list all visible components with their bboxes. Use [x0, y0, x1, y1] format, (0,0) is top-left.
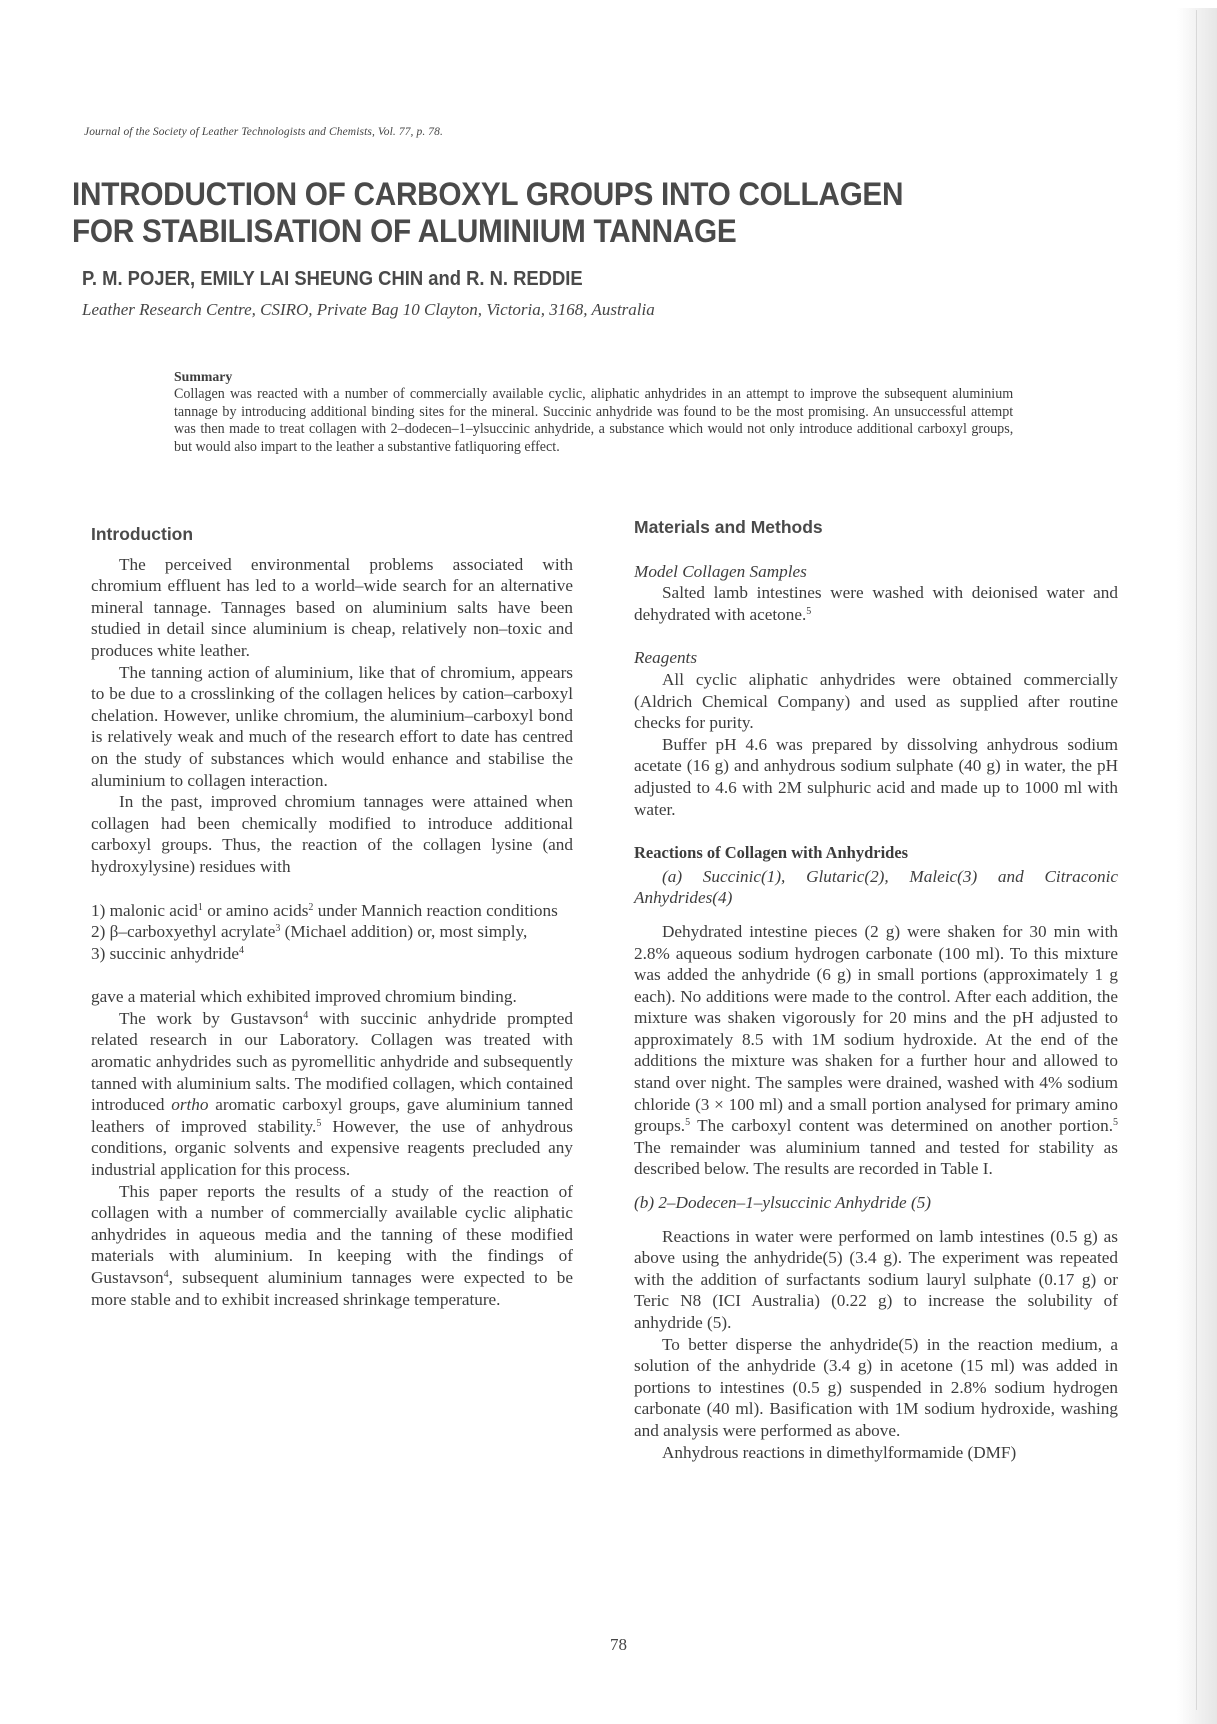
page-number: 78: [610, 1635, 627, 1654]
reagents-paragraph-1: All cyclic aliphatic anhydrides were obtained commercially (Aldrich Chemical Company) and used as supplied after routine checks for purity.: [634, 669, 1118, 733]
summary-heading: Summary: [174, 370, 233, 385]
intro-paragraph-1: The perceived environmental problems associated with chromium effluent has led to a world–wide search for an alternative mineral tannage. Tannages based on aluminium salts have been studied in detail since aluminium is cheap, relatively non–toxic and produces white leather.: [91, 554, 573, 660]
reactions-paragraph-b1: Reactions in water were performed on lamb intestines (0.5 g) as above using the anhydride(5) (3.4 g). The experiment was repeated with the addition of surfactants sodium lauryl sulphate (0.17 g) or Teric N8 (ICI Australia) (0.22 g) to increase the solubility of anhydride (5).: [634, 1226, 1118, 1332]
title-line-2: FOR STABILISATION OF ALUMINIUM TANNAGE: [72, 213, 737, 249]
intro-paragraph-6: This paper reports the results of a study of the reaction of collagen with a number of commercially available cyclic aliphatic anhydrides in aqueous media and the tanning of these modified materials with aluminium. In keeping with the findings of Gustavson$^4$, subsequent aluminium tannages were expected to be more stable and to exhibit increased shrinkage temperature.: [91, 1181, 573, 1309]
reactions-paragraph-b3: Anhydrous reactions in dimethylformamide (DMF): [662, 1442, 1017, 1462]
intro-paragraph-2: The tanning action of aluminium, like that of chromium, appears to be due to a crosslinking of the collagen helices by cation–carboxyl chelation. However, unlike chromium, the aluminium–carboxyl bond is relatively weak and much of the research effort to date has centred on the study of substances which would enhance and stabilise the aluminium to collagen interaction.: [91, 662, 573, 790]
list-item-2: 2) β–carboxyethyl acrylate$^3$ (Michael addition) or, most simply,: [91, 922, 528, 942]
methods-heading: Materials and Methods: [634, 517, 823, 537]
list-item-3: 3) succinic anhydride$^4$: [91, 943, 244, 963]
reagents-subheading: Reagents: [634, 648, 698, 668]
summary-text: Collagen was reacted with a number of commercially available cyclic, aliphatic anhydrides in an attempt to improve the subsequent aluminium tannage by introducing additional binding sites for the mineral. Succinic anhydride was found to be the most promising. An unsuccessful attempt was then made to treat collagen with 2–dodecen–1–ylsuccinic anhydride, a substance which would not only introduce additional carboxyl groups, but would also impart to the leather a substantive fatliquoring effect.: [174, 386, 1014, 455]
left-column: [91, 524, 573, 1310]
title-line-1: INTRODUCTION OF CARBOXYL GROUPS INTO COLLAGEN: [72, 176, 904, 212]
authors: P. M. POJER, EMILY LAI SHEUNG CHIN and R. N. REDDIE: [82, 268, 583, 290]
reactions-subheading-b: (b) 2–Dodecen–1–ylsuccinic Anhydride (5): [634, 1193, 932, 1213]
affiliation: Leather Research Centre, CSIRO, Private Bag 10 Clayton, Victoria, 3168, Australia: [82, 300, 655, 319]
reactions-heading: Reactions of Collagen with Anhydrides: [634, 843, 909, 863]
right-column: [634, 517, 1118, 1463]
reactions-subheading-a: (a) Succinic(1), Glutaric(2), Maleic(3) and Citraconic Anhydrides(4): [634, 866, 1118, 908]
page-edge-shadow: [1177, 8, 1217, 1724]
summary: [174, 369, 1013, 456]
reagents-paragraph-2: Buffer pH 4.6 was prepared by dissolving anhydrous sodium acetate (16 g) and anhydrous sodium sulphate (40 g) in water, the pH adjusted to 4.6 with 2M sulphuric acid and made up to 1000 ml with water.: [634, 734, 1118, 819]
model-collagen-text: Salted lamb intestines were washed with deionised water and dehydrated with acetone.$^5$: [634, 583, 1118, 624]
model-collagen-subheading: Model Collagen Samples: [634, 561, 807, 581]
intro-paragraph-4: gave a material which exhibited improved chromium binding.: [91, 987, 517, 1007]
paper-title: [72, 176, 1002, 250]
reactions-paragraph-b2: To better disperse the anhydride(5) in the reaction medium, a solution of the anhydride (3.4 g) in acetone (15 ml) was added in portions to intestines (0.5 g) suspended in 2.8% sodium hydrogen carbonate (40 ml). Basification with 1M sodium hydroxide, washing and analysis were performed as above.: [634, 1334, 1118, 1440]
reactions-paragraph-a: Dehydrated intestine pieces (2 g) were shaken for 30 min with 2.8% aqueous sodium hydrogen carbonate (100 ml). To this mixture was added the anhydride (6 g) in small portions (approximately 1 g each). No additions were made to the control. After each addition, the mixture was shaken vigorously for 20 mins and the pH adjusted to approximately 8.5 with 1M sodium hydroxide. At the end of the additions the mixture was shaken for a further hour and allowed to stand over night. The samples were drained, washed with 4% sodium chloride (3 × 100 ml) and a small portion analysed for primary amino groups.$^5$ The carboxyl content was determined on another portion.$^5$ The remainder was aluminium tanned and tested for stability as described below. The results are recorded in Table I.: [634, 921, 1118, 1179]
list-item-1: 1) malonic acid$^1$ or amino acids$^2$ under Mannich reaction conditions: [91, 900, 558, 920]
journal-header: Journal of the Society of Leather Technologists and Chemists, Vol. 77, p. 78.: [84, 126, 443, 138]
introduction-heading: Introduction: [91, 524, 194, 544]
intro-paragraph-5: The work by Gustavson$^4$ with succinic anhydride prompted related research in our Laboratory. Collagen was treated with aromatic anhydrides such as pyromellitic anhydride and subsequently tanned with aluminium salts. The modified collagen, which contained introduced ortho aromatic carboxyl groups, gave aluminium tanned leathers of improved stability.$^5$ However, the use of anhydrous conditions, organic solvents and expensive reagents precluded any industrial application for this process.: [91, 1008, 573, 1180]
intro-paragraph-3: In the past, improved chromium tannages were attained when collagen had been chemically modified to introduce additional carboxyl groups. Thus, the reaction of the collagen lysine (and hydroxylysine) residues with: [91, 792, 573, 876]
page-edge-line: [1196, 10, 1197, 1710]
